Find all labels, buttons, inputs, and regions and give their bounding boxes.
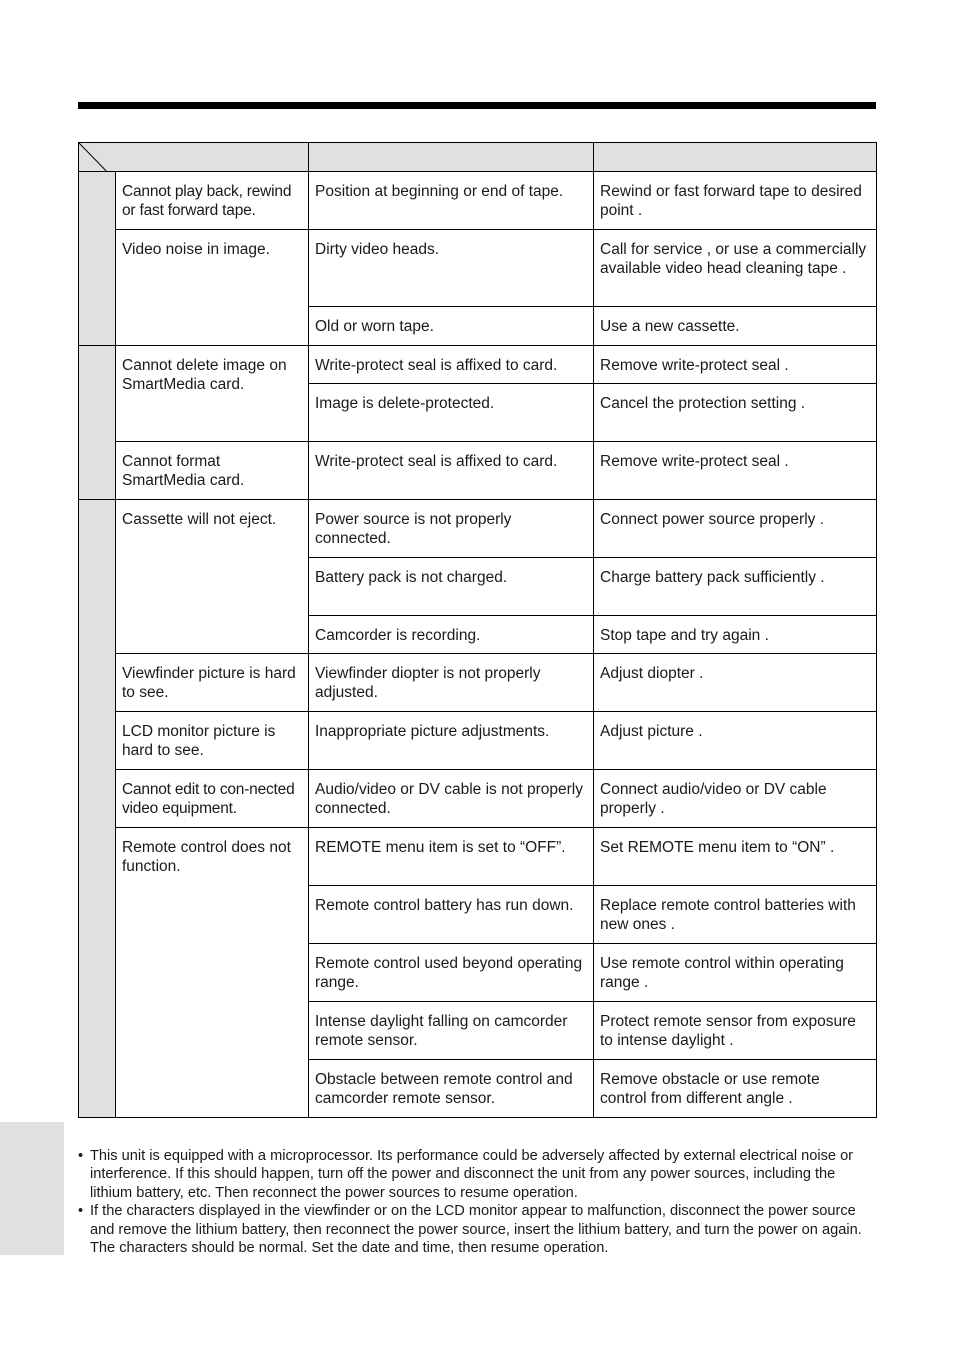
remedy-cell: Cancel the protection setting . xyxy=(594,384,877,442)
bullet-icon: • xyxy=(78,1203,84,1220)
header-corner-cell xyxy=(79,143,309,172)
cause-cell: Remote control battery has run down. xyxy=(309,886,594,944)
cause-cell: REMOTE menu item is set to “OFF”. xyxy=(309,828,594,886)
note-text: If the characters displayed in the viewfinder or on the LCD monitor appear to malfunction, disconnect the power source and remove the lithium battery, then reconnect the power source, insert the lithium battery, and turn the power on again. The characters should be normal. Set the date and time, then resume operation. xyxy=(90,1203,862,1257)
note-item xyxy=(78,1202,878,1257)
cause-cell: Image is delete-protected. xyxy=(309,384,594,442)
cause-cell: Position at beginning or end of tape. xyxy=(309,172,594,230)
symptom-cell: Cannot play back, rewind or fast forward tape. xyxy=(116,172,309,230)
remedy-cell: Protect remote sensor from exposure to intense daylight . xyxy=(594,1002,877,1060)
note-item xyxy=(78,1147,878,1202)
note-text: This unit is equipped with a microprocessor. Its performance could be adversely affected by external electrical noise or interference. If this should happen, turn off the power and disconnect the unit from any power sources, including the lithium battery, etc. Then reconnect the power sources to resume operation. xyxy=(90,1148,854,1201)
table-row xyxy=(79,712,877,770)
symptom-cell: Cannot format SmartMedia card. xyxy=(116,442,309,500)
cause-cell: Viewfinder diopter is not properly adjusted. xyxy=(309,654,594,712)
bullet-icon: • xyxy=(78,1148,84,1164)
symptom-cell: Cannot edit to con-nected video equipment. xyxy=(116,770,309,828)
cause-cell: Old or worn tape. xyxy=(309,307,594,346)
symptom-cell: LCD monitor picture is hard to see. xyxy=(116,712,309,770)
cause-cell: Inappropriate picture adjustments. xyxy=(309,712,594,770)
symptom-cell: Remote control does not function. xyxy=(116,828,309,1118)
table-row xyxy=(79,828,877,886)
remedy-cell: Remove obstacle or use remote control from different angle . xyxy=(594,1060,877,1118)
table-row xyxy=(79,230,877,307)
header-remedy-cell xyxy=(594,143,877,172)
remedy-cell: Connect power source properly . xyxy=(594,500,877,558)
remedy-cell: Use a new cassette. xyxy=(594,307,877,346)
header-cause-cell xyxy=(309,143,594,172)
remedy-cell: Charge battery pack sufficiently . xyxy=(594,558,877,616)
symptom-cell: Video noise in image. xyxy=(116,230,309,346)
table-header-row xyxy=(79,143,877,172)
table-row xyxy=(79,442,877,500)
diagonal-line xyxy=(79,143,309,172)
remedy-cell: Replace remote control batteries with new ones . xyxy=(594,886,877,944)
remedy-cell: Adjust picture . xyxy=(594,712,877,770)
remedy-cell: Set REMOTE menu item to “ON” . xyxy=(594,828,877,886)
table-row xyxy=(79,172,877,230)
cause-cell: Camcorder is recording. xyxy=(309,616,594,654)
table-row xyxy=(79,346,877,384)
table-row xyxy=(79,654,877,712)
cause-cell: Write-protect seal is affixed to card. xyxy=(309,346,594,384)
category-cell-playback xyxy=(79,172,116,346)
symptom-cell: Cassette will not eject. xyxy=(116,500,309,654)
cause-cell: Audio/video or DV cable is not properly connected. xyxy=(309,770,594,828)
remedy-cell: Remove write-protect seal . xyxy=(594,346,877,384)
cause-cell: Obstacle between remote control and camcorder remote sensor. xyxy=(309,1060,594,1118)
remedy-cell: Stop tape and try again . xyxy=(594,616,877,654)
troubleshooting-table xyxy=(78,142,877,1118)
category-cell-other xyxy=(79,500,116,1118)
cause-cell: Remote control used beyond operating range. xyxy=(309,944,594,1002)
notes xyxy=(78,1147,878,1257)
cause-cell: Write-protect seal is affixed to card. xyxy=(309,442,594,500)
category-cell-card xyxy=(79,346,116,500)
symptom-cell: Viewfinder picture is hard to see. xyxy=(116,654,309,712)
side-tab xyxy=(0,1122,64,1255)
cause-cell: Battery pack is not charged. xyxy=(309,558,594,616)
symptom-cell: Cannot delete image on SmartMedia card. xyxy=(116,346,309,442)
remedy-cell: Remove write-protect seal . xyxy=(594,442,877,500)
cause-cell: Intense daylight falling on camcorder remote sensor. xyxy=(309,1002,594,1060)
remedy-cell: Use remote control within operating range . xyxy=(594,944,877,1002)
table-row xyxy=(79,500,877,558)
remedy-cell: Adjust diopter . xyxy=(594,654,877,712)
remedy-cell: Connect audio/video or DV cable properly . xyxy=(594,770,877,828)
table-row xyxy=(79,770,877,828)
cause-cell: Power source is not properly connected. xyxy=(309,500,594,558)
remedy-cell: Rewind or fast forward tape to desired point . xyxy=(594,172,877,230)
cause-cell: Dirty video heads. xyxy=(309,230,594,307)
top-rule xyxy=(78,102,876,109)
remedy-cell: Call for service , or use a commercially available video head cleaning tape . xyxy=(594,230,877,307)
